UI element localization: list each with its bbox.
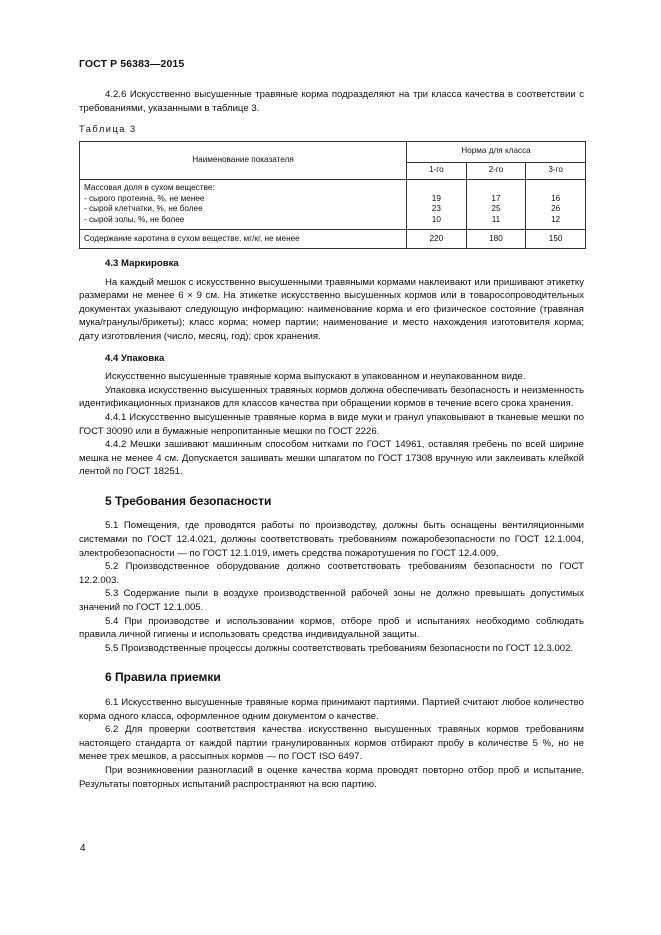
heading-packaging: 4.4 Упаковка (105, 352, 165, 364)
class-3-values (526, 179, 586, 229)
table-cell: 25 (491, 204, 501, 214)
table-cell: 150 (526, 229, 586, 248)
table-cell: 16 (551, 193, 561, 203)
clause-6-1: 6.1 Искусственно высушенные травяные корма принимают партиями. Партией считают любое количество корма одного класса, оформленное одним документом о качестве. (79, 697, 584, 722)
page-content (79, 88, 584, 791)
clause-4-4-1: 4.4.1 Искусственно высушенные травяные корма в виде муки и гранул упаковывают в тканевые мешки по ГОСТ 30090 или в бумажные непропитанные мешки по ГОСТ 2226. (79, 411, 584, 437)
clause-6-2: 6.2 Для проверки соответствия качества искусственно высушенных травяных кормов требованиям настоящего стандарта от каждой партии гранулированных кормов отбирают пробу в количестве 5 %, но не менее трех мешков, а рассыпных кормов — по ГОСТ ISO 6497. (79, 724, 584, 763)
table-cell: 220 (407, 229, 467, 248)
acceptance-paragraph-3: При возникновении разногласий в оценке качества корма проводят повторно отбор проб и испытание. Результаты повторных испытаний распространяют на всю партию. (79, 764, 584, 790)
table-cell: 10 (431, 215, 441, 225)
row-item: - сырой золы, %, не более (84, 215, 185, 225)
table-caption: Таблица 3 (79, 124, 137, 135)
class-1-values (407, 179, 467, 229)
table-cell: 11 (491, 215, 501, 225)
marking-paragraph: На каждый мешок с искусственно высушенными травяными кормами наклеивают или пришивают этикетку размерами не менее 6 × 9 см. На этикетке искусственно высушенных кормов или в товаросопроводительных документах указывают следующую информацию: наименование корма и его физическое состояние (травяная мука/гранулы/брикеты); класс корма; номер партии; наименование и место нахождения изготовителя корма; дату изготовления (число, месяц, год); срок хранения. (79, 276, 584, 342)
clause-5-3: 5.3 Содержание пыли в воздухе производственной рабочей зоны не должно превышать допустимых значений по ГОСТ 12.1.005. (79, 588, 584, 614)
table-cell: 12 (551, 215, 561, 225)
quality-table (79, 141, 586, 249)
row-title: Массовая доля в сухом веществе: (84, 182, 215, 192)
clause-4-4-2: 4.4.2 Мешки зашивают машинным способом нитками по ГОСТ 14961, оставляя гребень по всей ширине мешка не менее 4 см. Допускается зашивать мешки шпагатом по ГОСТ 17308 вручную или заклеивать клейкой лентой по ГОСТ 18251. (79, 439, 584, 478)
clause-5-2: 5.2 Производственное оборудование должно соответствовать требованиям безопасности по ГОСТ 12.2.003. (79, 561, 584, 586)
table-cell: 17 (491, 193, 501, 203)
page-number: 4 (80, 843, 86, 854)
packaging-paragraph-2: Упаковка искусственно высушенных травяных кормов должна обеспечивать безопасность и неизменность идентификационных признаков для классов качества при обращении кормов в течение всего срока хранения. (79, 384, 584, 410)
heading-marking: 4.3 Маркировка (105, 257, 179, 269)
table-row (80, 229, 586, 248)
table-row (80, 179, 586, 229)
col-header-indicator: Наименование показателя (80, 141, 407, 179)
table-cell: 180 (466, 229, 526, 248)
row-item: - сырой клетчатки, %, не более (84, 204, 203, 214)
table-cell: 26 (551, 204, 561, 214)
clause-5-4: 5.4 При производстве и использовании кормов, отборе проб и испытаниях необходимо соблюдать правила личной гигиены и использовать средства индивидуальной защиты. (79, 615, 584, 641)
clause-4-2-6: 4.2.6 Искусственно высушенные травяные корма подразделяют на три класса качества в соответствии с требованиями, указанными в таблице 3. (79, 89, 584, 114)
document-code: ГОСТ Р 56383—2015 (79, 58, 185, 70)
clause-5-5: 5.5 Производственные процессы должны соответствовать требованиям безопасности по ГОСТ 12.3.002. (105, 642, 574, 654)
table-cell: 19 (431, 193, 441, 203)
class-2-values (466, 179, 526, 229)
packaging-paragraph-1: Искусственно высушенные травяные корма выпускают в упакованном и неупакованном виде. (105, 371, 526, 383)
class-header-3: 3-го (526, 162, 586, 179)
table-cell: 23 (431, 204, 441, 214)
row-item: - сырого протеина, %, не менее (84, 193, 205, 203)
heading-safety: 5 Требования безопасности (105, 493, 272, 508)
class-header-2: 2-го (466, 162, 526, 179)
heading-acceptance: 6 Правила приемки (105, 670, 221, 685)
row-mass-fraction-label (80, 179, 407, 229)
clause-5-1: 5.1 Помещения, где проводятся работы по производству, должны быть оснащены вентиляционными системами по ГОСТ 12.4.021, должны соответствовать требованиям пожаробезопасности по ГОСТ 12.1.004, электробезопасности — по ГОСТ 12.1.019, иметь средства пожаротушения по ГОСТ 12.4.009. (79, 520, 584, 559)
row-carotene-label: Содержание каротина в сухом веществе, мг/кг, не менее (80, 229, 407, 248)
class-header-1: 1-го (407, 162, 467, 179)
col-header-norm: Норма для класса (407, 141, 586, 162)
